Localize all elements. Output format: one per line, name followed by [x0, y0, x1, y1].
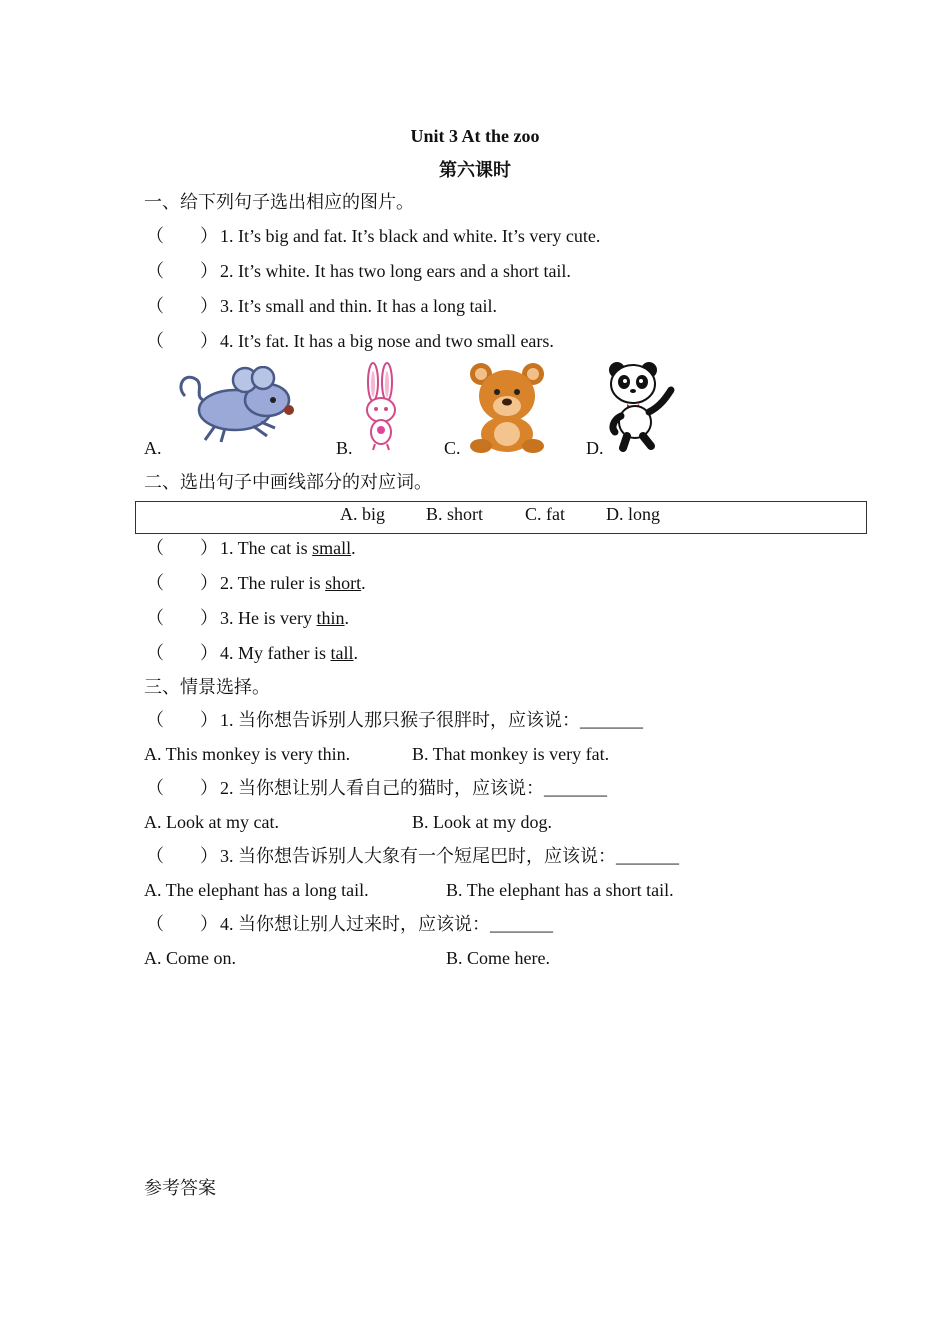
answer-bracket[interactable]: （ ） [146, 261, 218, 281]
question-text: 4. It’s fat. It has a big nose and two small ears. [220, 331, 554, 351]
panda-icon [605, 360, 677, 459]
worksheet-title: Unit 3 At the zoo [410, 126, 540, 146]
question-text: 1. The cat is small. [220, 538, 356, 558]
question-text: 3. He is very thin. [220, 608, 349, 628]
choice-b: B. The elephant has a short tail. [446, 880, 674, 900]
word-option: D. long [606, 504, 660, 524]
underlined-word: small [312, 538, 352, 558]
answer-bracket[interactable]: （ ） [146, 846, 218, 866]
question-text: 4. My father is tall. [220, 643, 358, 663]
answer-bracket[interactable]: （ ） [146, 643, 218, 663]
section2-heading: 二、选出句子中画线部分的对应词。 [144, 472, 432, 492]
answers-heading: 参考答案 [144, 1178, 216, 1198]
underlined-word: tall [330, 643, 354, 663]
rabbit-icon [357, 362, 405, 457]
bear-icon [463, 360, 551, 459]
answer-bracket[interactable]: （ ） [146, 538, 218, 558]
answer-bracket[interactable]: （ ） [146, 914, 218, 934]
picture-label: D. [586, 438, 604, 458]
choice-b: B. That monkey is very fat. [412, 744, 610, 764]
answer-bracket[interactable]: （ ） [146, 778, 218, 798]
choice-a: A. This monkey is very thin. [144, 744, 351, 764]
picture-label: B. [336, 438, 353, 458]
underlined-word: short [325, 573, 362, 593]
answer-bracket[interactable]: （ ） [146, 710, 218, 730]
question-text: 2. The ruler is short. [220, 573, 366, 593]
underlined-word: thin [316, 608, 345, 628]
question-text: 1. 当你想告诉别人那只猴子很胖时，应该说：_______ [220, 710, 643, 730]
answer-bracket[interactable]: （ ） [146, 608, 218, 628]
choice-a: A. The elephant has a long tail. [144, 880, 369, 900]
word-bank-box [135, 501, 867, 534]
question-text: 4. 当你想让别人过来时，应该说：_______ [220, 914, 553, 934]
answer-bracket[interactable]: （ ） [146, 226, 218, 246]
answer-bracket[interactable]: （ ） [146, 573, 218, 593]
choice-b: B. Come here. [446, 948, 550, 968]
section3-heading: 三、情景选择。 [144, 677, 270, 697]
picture-label: C. [444, 438, 461, 458]
choice-a: A. Come on. [144, 948, 236, 968]
word-option: C. fat [525, 504, 565, 524]
question-text: 2. 当你想让别人看自己的猫时，应该说：_______ [220, 778, 607, 798]
question-text: 3. It’s small and thin. It has a long tail. [220, 296, 497, 316]
word-option: A. big [340, 504, 385, 524]
question-text: 1. It’s big and fat. It’s black and white. It’s very cute. [220, 226, 601, 246]
question-text: 3. 当你想告诉别人大象有一个短尾巴时，应该说：_______ [220, 846, 679, 866]
question-text: 2. It’s white. It has two long ears and a short tail. [220, 261, 571, 281]
choice-a: A. Look at my cat. [144, 812, 279, 832]
choice-b: B. Look at my dog. [412, 812, 552, 832]
mouse-icon [175, 366, 300, 449]
answer-bracket[interactable]: （ ） [146, 296, 218, 316]
picture-label: A. [144, 438, 162, 458]
answer-bracket[interactable]: （ ） [146, 331, 218, 351]
word-option: B. short [426, 504, 484, 524]
lesson-subtitle: 第六课时 [439, 160, 511, 180]
section1-heading: 一、给下列句子选出相应的图片。 [144, 192, 414, 212]
